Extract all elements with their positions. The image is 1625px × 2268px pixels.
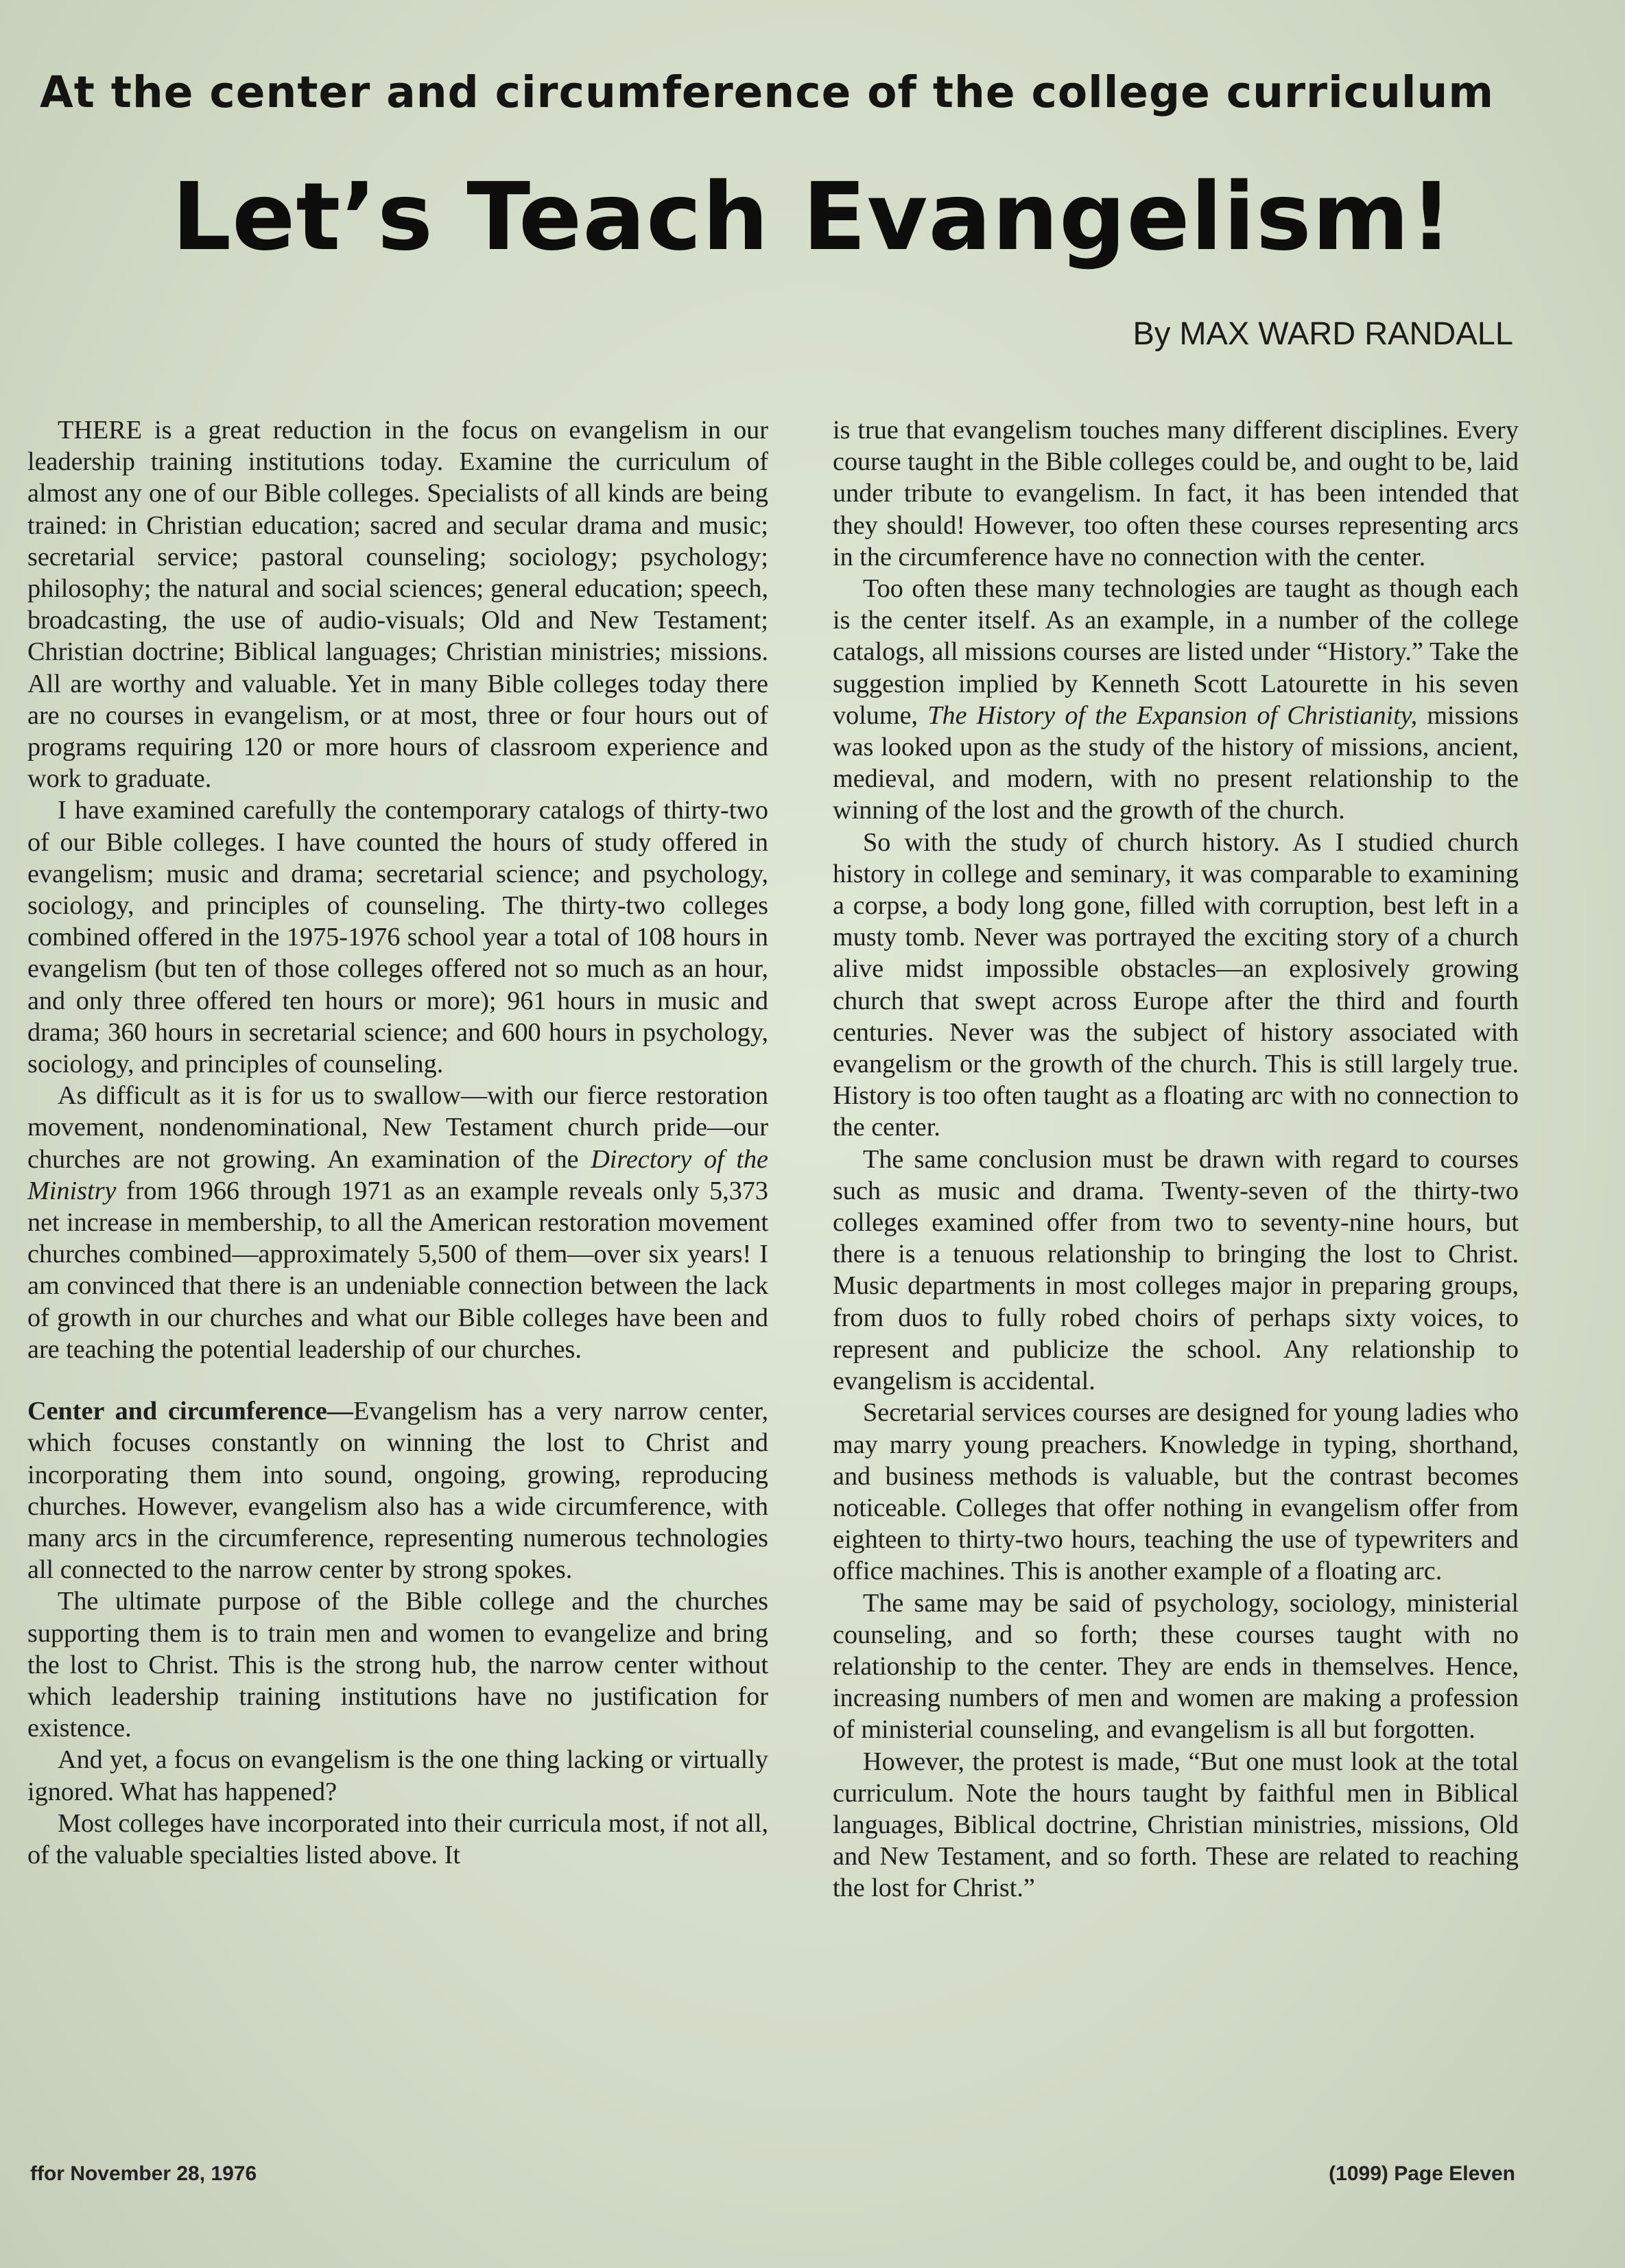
paragraph: So with the study of church history. As I studied church history in college and seminary, it was comparable to examining a corpse, a body long gone, filled with corruption, best left in a musty tomb. Never was portrayed the exciting story of a church alive midst impossible obstacles—an explosively growing church that swept across Europe after the third and fourth centuries. Never was the subject of history associated with evangelism or the growth of the church. This is still largely true. History is too often taught as a floating arc with no connection to the center. [833,827,1519,1142]
left-column [27,414,768,1871]
article-kicker: At the center and circumference of the college curriculum [40,67,1495,117]
paragraph: And yet, a focus on evangelism is the one thing lacking or virtually ignored. What has happened? [27,1745,768,1806]
italic-title: Directory of the Ministry [27,1144,768,1205]
paragraph: THERE is a great reduction in the focus on evangelism in our leadership training institutions today. Examine the curriculum of almost any one of our Bible colleges. Specialists of all kinds are being trained: in Christian education; sacred and secular drama and music; secretarial service; pastoral counseling; sociology; psychology; philosophy; the natural and social sciences; general education; speech, broadcasting, the use of audio-visuals; Old and New Testament; Christian doctrine; Biblical languages; Christian ministries; missions. All are worthy and valuable. Yet in many Bible colleges today there are no courses in evangelism, or at most, three or four hours out of programs requiring 120 or more hours of classroom experience and work to graduate. [27,416,768,794]
paragraph: Secretarial services courses are designed for young ladies who may marry young preachers. Knowledge in typing, shorthand, and business methods is valuable, but the contrast becomes noticeable. Colleges that offer nothing in evangelism offer from eighteen to thirty-two hours, teaching the use of typewriters and office machines. This is another example of a floating arc. [833,1398,1519,1586]
paragraph [27,1395,768,1585]
text-run: Evangelism has a very narrow center, which focuses constantly on winning the lost to Christ and incorporating them into sound, ongoing, growing, reproducing churches. However, evangelism also has a wide circumference, with many arcs in the circumference, representing numerous technologies all connected to the narrow center by strong spokes. [27,1397,768,1585]
paragraph [27,1080,768,1365]
article-title: Let’s Teach Evangelism! [171,163,1454,272]
section-subhead: Center and circumference— [27,1397,354,1426]
paragraph: The ultimate purpose of the Bible college and the churches supporting them is to train men and women to evangelize and bring the lost to Christ. This is the strong hub, the narrow center without which leadership training institutions have no justification for existence. [27,1587,768,1743]
text-run: missions was looked upon as the study of the history of missions, ancient, medieval, and modern, with no present relationship to the winning of the lost and the growth of the church. [833,700,1519,825]
paragraph: The same conclusion must be drawn with regard to courses such as music and drama. Twenty-seven of the thirty-two colleges examined offer from two to seventy-nine hours, but there is a tenuous relationship to bringing the lost to Christ. Music departments in most colleges major in preparing groups, from duos to fully robed choirs of perhaps sixty voices, to represent and publicize the school. Any relationship to evangelism is accidental. [833,1144,1519,1396]
paragraph [833,573,1519,827]
paragraph: The same may be said of psychology, sociology, ministerial counseling, and so forth; these courses taught with no relationship to the center. They are ends in themselves. Hence, increasing numbers of men and women are making a profession of ministerial counseling, and evangelism is all but forgotten. [833,1588,1519,1745]
footer-date: ffor November 28, 1976 [30,2162,257,2185]
footer-page-number: (1099) Page Eleven [1329,2162,1515,2185]
text-run: from 1966 through 1971 as an example reveals only 5,373 net increase in membership, to all the American restoration movement churches combined—approximately 5,500 of them—over six years! I am convinced that there is an undeniable connection between the lack of growth in our churches and what our Bible colleges have been and are teaching the potential leadership of our churches. [27,1176,768,1364]
byline: By MAX WARD RANDALL [1132,315,1513,351]
paragraph: I have examined carefully the contemporary catalogs of thirty-two of our Bible colleges. I have counted the hours of study offered in evangelism; music and drama; secretarial science; and psychology, sociology, and principles of counseling. The thirty-two colleges combined offered in the 1975-1976 school year a total of 108 hours in evangelism (but ten of those colleges offered not so much as an hour, and only three offered ten hours or more); 961 hours in music and drama; 360 hours in secretarial science; and 600 hours in psychology, sociology, and principles of counseling. [27,796,768,1079]
paragraph: However, the protest is made, “But one must look at the total curriculum. Note the hours taught by faithful men in Biblical languages, Biblical doctrine, Christian ministries, missions, Old and New Testament, and so forth. These are related to reaching the lost for Christ.” [833,1747,1519,1903]
paragraph: Most colleges have incorporated into their curricula most, if not all, of the valuable specialties listed above. It [27,1808,768,1869]
text-run: Too often these many technologies are taught as though each is the center itself. As an example, in a number of the college catalogs, all missions courses are listed under “History.” Take the suggestion implied by Kenneth Scott Latourette in his seven volume, [833,574,1519,730]
paragraph: is true that evangelism touches many different disciplines. Every course taught in the Bible colleges could be, and ought to be, laid under tribute to evangelism. In fact, it has been intended that they should! However, too often these courses representing arcs in the circumference have no connection with the center. [833,416,1519,571]
right-column [833,414,1519,1904]
text-run: As difficult as it is for us to swallow—with our fierce restoration movement, nondenominational, New Testament church pride—our churches are not growing. An examination of the [27,1081,768,1174]
italic-title: The History of the Expansion of Christianity, [927,700,1418,730]
